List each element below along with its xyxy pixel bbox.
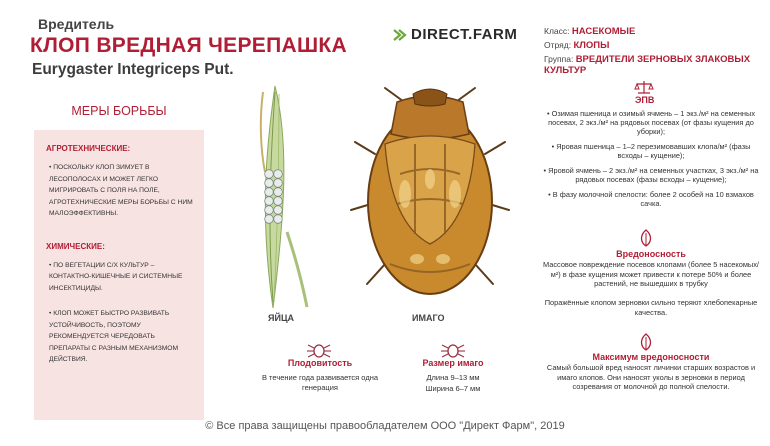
bug-icon xyxy=(306,342,332,358)
size-width: Ширина 6–7 мм xyxy=(425,384,481,393)
agro-text: • ПОСКОЛЬКУ КЛОП ЗИМУЕТ В ЛЕСОПОЛОСАХ И МОЖЕТ ЛЕГКО МИГРИРОВАТЬ С ПОЛЯ НА ПОЛЕ, АГРОТЕХНИЧЕСКИЕ МЕРЫ БОРЬБЫ С НИМ МАЛОЭФФЕКТИВНЫ. xyxy=(49,164,193,217)
leaf-icon xyxy=(638,229,654,247)
adult-bug-illustration xyxy=(345,84,515,306)
epv-list xyxy=(540,109,762,214)
epv-item: • Озимая пшеница и озимый ячмень – 1 экз./м² на семенных посевах, 2 экз./м² на рядовых посевах (от фазы кущения до уборки); xyxy=(546,109,756,136)
latin-name: Eurygaster Integriceps Put. xyxy=(32,61,234,78)
agro-title: АГРОТЕХНИЧЕСКИЕ: xyxy=(46,144,131,153)
leaf-max-icon xyxy=(638,333,654,351)
harm-text-2: Поражённые клопом зерновки сильно теряют хлебопекарные качества. xyxy=(544,298,758,317)
fertility-title: Плодовитость xyxy=(287,358,353,368)
copyright-footer: © Все права защищены правообладателем ООО "Директ Фарм", 2019 xyxy=(205,420,565,432)
harm-title: Вредоносность xyxy=(616,249,686,259)
brand-name: DIRECT.FARM xyxy=(411,26,518,43)
chem-title: ХИМИЧЕСКИЕ: xyxy=(46,241,105,251)
epv-item: • В фазу молочной спелости: более 2 особей на 10 взмахов сачка. xyxy=(548,190,754,208)
class-row: Класс: НАСЕКОМЫЕ xyxy=(544,26,636,37)
group-value: ВРЕДИТЕЛИ ЗЕРНОВЫХ ЗЛАКОВЫХ КУЛЬТУР xyxy=(544,54,751,76)
adult-label: ИМАГО xyxy=(412,313,445,323)
eggs-illustration xyxy=(245,82,315,312)
order-value: КЛОПЫ xyxy=(573,40,610,51)
scales-icon xyxy=(634,80,654,94)
harm-text-1: Массовое повреждение посевов клопами (более 5 насекомых/м²) в фазе кущения может привести к потере 50% и более растений, не вышедших в трубку xyxy=(543,260,759,288)
page-title: КЛОП ВРЕДНАЯ ЧЕРЕПАШКА xyxy=(30,34,347,57)
measures-title: МЕРЫ БОРЬБЫ xyxy=(71,104,167,118)
chem-text-2: • КЛОП МОЖЕТ БЫСТРО РАЗВИВАТЬ УСТОЙЧИВОСТЬ, ПОЭТОМУ РЕКОМЕНДУЕТСЯ ЧЕРЕДОВАТЬ ПРЕПАРАТЫ С РАЗНЫМ МЕХАНИЗМОМ ДЕЙСТВИЯ. xyxy=(49,310,179,363)
max-harm-text: Самый большой вред наносят личинки старших возрастов и имаго клопов. Они наносят уколы в зерновки в период созревания от молочной до полной спелости. xyxy=(546,363,756,391)
epv-title: ЭПВ xyxy=(635,95,655,105)
pest-kicker: Вредитель xyxy=(38,16,115,32)
bug-size-icon xyxy=(440,342,466,358)
fertility-text: В течение года развивается одна генерация xyxy=(261,373,379,392)
class-value: НАСЕКОМЫЕ xyxy=(571,26,636,37)
size-title: Размер имаго xyxy=(422,358,484,368)
size-length: Длина 9–13 мм xyxy=(426,373,480,382)
chem-text-1: • ПО ВЕГЕТАЦИИ С/Х КУЛЬТУР – КОНТАКТНО-КИШЕЧНЫЕ И СИСТЕМНЫЕ ИНСЕКТИЦИДЫ. xyxy=(49,261,183,292)
epv-item: • Яровой ячмень – 2 экз./м² на семенных участках, 3 экз./м² на рядовых посевах (фазы всходы – кущение); xyxy=(543,166,759,184)
brand-arrow-icon xyxy=(393,29,407,41)
group-row: Группа: ВРЕДИТЕЛИ ЗЕРНОВЫХ ЗЛАКОВЫХ КУЛЬТУР xyxy=(544,54,751,76)
brand-logo xyxy=(393,26,517,43)
eggs-label: ЯЙЦА xyxy=(268,313,295,323)
measures-panel xyxy=(34,130,204,420)
order-row: Отряд: КЛОПЫ xyxy=(544,40,610,51)
max-harm-title: Максимум вредоносности xyxy=(592,352,710,362)
epv-item: • Яровая пшеница – 1–2 перезимовавших клопа/м² (фазы всходы – кущение); xyxy=(551,142,751,160)
